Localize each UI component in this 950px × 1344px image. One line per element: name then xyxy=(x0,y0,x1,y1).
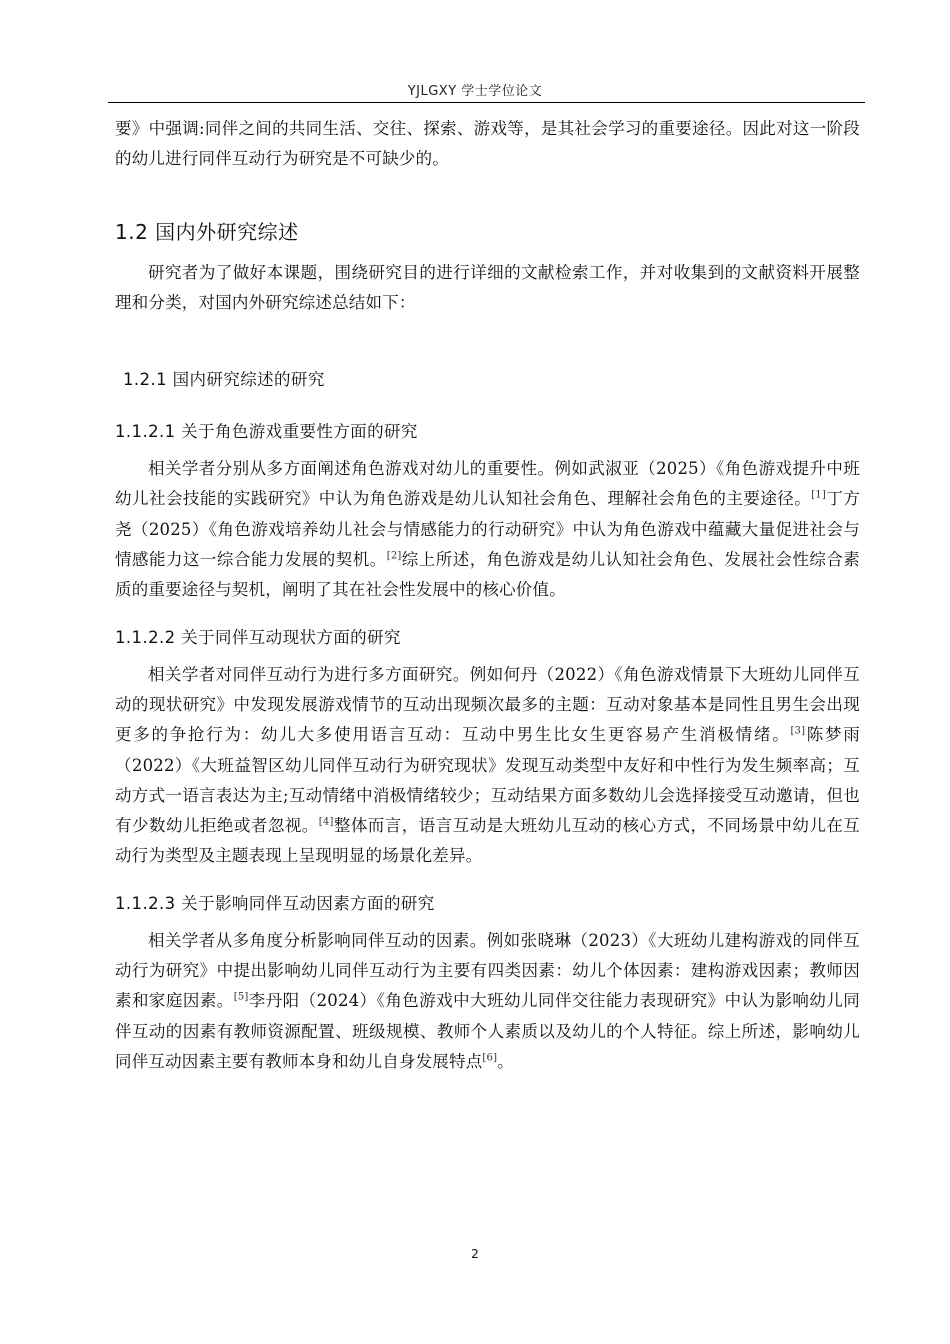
paragraph-peer-interaction-factors xyxy=(115,926,860,1077)
paragraph-role-play-importance xyxy=(115,454,860,605)
paragraph-intro: 研究者为了做好本课题，围绕研究目的进行详细的文献检索工作，并对收集到的文献资料开展整理和分类，对国内外研究综述总结如下： xyxy=(115,262,860,312)
text-run: 相关学者从多角度分析影响同伴互动的因素。例如张晓琳（2023）《大班幼儿建构游戏的同伴互动行为研究》中提出影响幼儿同伴互动行为主要有四类因素：幼儿个体因素：建构游戏因素；教师因素和家庭因素。 xyxy=(115,930,860,1011)
citation-3: [3] xyxy=(790,725,806,737)
paragraph-continuation: 要》中强调:同伴之间的共同生活、交往、探索、游戏等，是其社会学习的重要途径。因此对这一阶段的幼儿进行同伴互动行为研究是不可缺少的。 xyxy=(115,119,860,169)
text-run: 相关学者对同伴互动行为进行多方面研究。例如何丹（2022）《角色游戏情景下大班幼儿同伴互动的现状研究》中发现发展游戏情节的互动出现频次最多的主题：互动对象基本是同性且男生会出现更多的争抢行为：幼儿大多使用语言互动：互动中男生比女生更容易产生消极情绪。 xyxy=(115,664,860,745)
text-run: 陈梦雨（2022）《大班益智区幼儿同伴互动行为研究现状》发现互动类型中友好和中性行为发生频率高；互动方式一语言表达为主;互动情绪中消极情绪较少；互动结果方面多数幼儿会选择接受互动邀请，但也有少数幼儿拒绝或者忽视。 xyxy=(115,725,860,836)
subsubsection-heading-1-1-2-2: 1.1.2.2 关于同伴互动现状方面的研究 xyxy=(115,627,401,647)
text-run: 整体而言，语言互动是大班幼儿互动的核心方式，不同场景中幼儿在互动行为类型及主题表现上呈现明显的场景化差异。 xyxy=(115,816,861,866)
subsection-heading-1-2-1: 1.2.1 国内研究综述的研究 xyxy=(123,370,325,390)
page-body xyxy=(115,114,860,1077)
text-run: 丁方尧（2025）《角色游戏培养幼儿社会与情感能力的行动研究》中认为角色游戏中蕴藏大量促进社会与情感能力这一综合能力发展的契机。 xyxy=(115,489,860,570)
running-header: YJLGXY 学士学位论文 xyxy=(407,84,543,99)
text-run: 相关学者分别从多方面阐述角色游戏对幼儿的重要性。例如武淑亚（2025）《角色游戏提升中班幼儿社会技能的实践研究》中认为角色游戏是幼儿认知社会角色、理解社会角色的主要途径。 xyxy=(115,459,860,509)
citation-5: [5] xyxy=(233,991,249,1003)
citation-2: [2] xyxy=(386,550,402,562)
text-run: 综上所述，角色游戏是幼儿认知社会角色、发展社会性综合素质的重要途径与契机，阐明了其在社会性发展中的核心价值。 xyxy=(115,550,860,600)
page-number: 2 xyxy=(471,1247,479,1261)
text-run: 。 xyxy=(497,1051,514,1071)
citation-1: [1] xyxy=(811,489,827,501)
section-heading-1-2: 1.2 国内外研究综述 xyxy=(115,219,299,244)
subsubsection-heading-1-1-2-3: 1.1.2.3 关于影响同伴互动因素方面的研究 xyxy=(115,893,435,913)
paragraph-peer-interaction-status xyxy=(115,660,860,872)
citation-6: [6] xyxy=(482,1052,498,1064)
text-run: 李丹阳（2024）《角色游戏中大班幼儿同伴交往能力表现研究》中认为影响幼儿同伴互动的因素有教师资源配置、班级规模、教师个人素质以及幼儿的个人特征。综上所述，影响幼儿同伴互动因素主要有教师本身和幼儿自身发展特点 xyxy=(115,991,860,1071)
citation-4: [4] xyxy=(318,816,334,828)
subsubsection-heading-1-1-2-1: 1.1.2.1 关于角色游戏重要性方面的研究 xyxy=(115,422,418,442)
header-rule xyxy=(108,102,865,103)
